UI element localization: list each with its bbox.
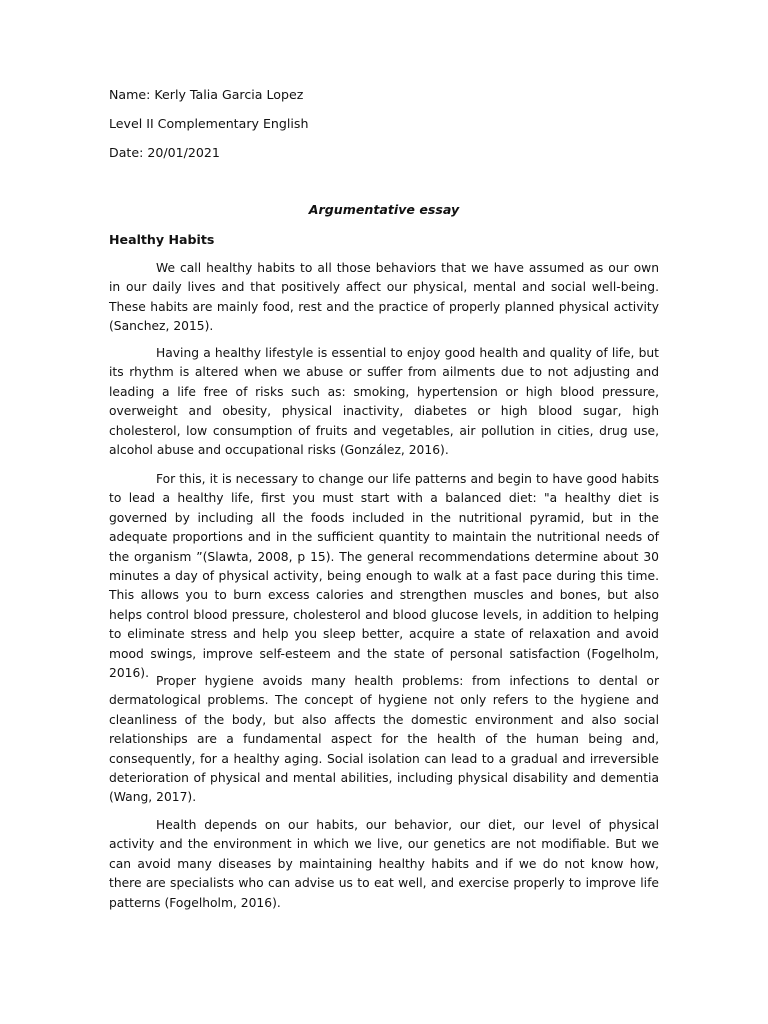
course-level: Level II Complementary English (109, 116, 309, 131)
essay-title: Argumentative essay (308, 202, 460, 217)
paragraph-2: Having a healthy lifestyle is essential to enjoy good health and quality of life, but its rhythm is altered when we abuse or suffer from ailments due to not adjusting and leading a life free of risks such as: smoking, hypertension or high blood pressure, overweight and obesity, physical inactivity, diabetes or high blood sugar, high cholesterol, low consumption of fruits and vegetables, air pollution in cities, drug use, alcohol abuse and occupational risks (González, 2016). (109, 346, 659, 458)
document-date: Date: 20/01/2021 (109, 145, 220, 160)
student-name: Name: Kerly Talia Garcia Lopez (109, 87, 304, 102)
paragraph-3: For this, it is necessary to change our life patterns and begin to have good habits to lead a healthy life, first you must start with a balanced diet: "a healthy diet is governed by including all the foods included in the nutritional pyramid, but in the adequate proportions and in the sufficient quantity to maintain the nutritional needs of the organism ”(Slawta, 2008, p 15). The general recommendations determine about 30 minutes a day of physical activity, being enough to walk at a fast pace during this time. This allows you to burn excess calories and strengthen muscles and bones, but also helps control blood pressure, cholesterol and blood glucose levels, in addition to helping to eliminate stress and help you sleep better, acquire a state of relaxation and avoid mood swings, improve self-esteem and the state of personal satisfaction (Fogelholm, 2016). (109, 472, 659, 681)
section-heading: Healthy Habits (109, 232, 215, 247)
paragraph-1: We call healthy habits to all those behaviors that we have assumed as our own in our daily lives and that positively affect our physical, mental and social well-being. These habits are mainly food, rest and the practice of properly planned physical activity (Sanchez, 2015). (109, 261, 659, 334)
paragraph-4: Proper hygiene avoids many health problems: from infections to dental or dermatological problems. The concept of hygiene not only refers to the hygiene and cleanliness of the body, but also affects the domestic environment and also social relationships are a fundamental aspect for the health of the human being and, consequently, for a healthy aging. Social isolation can lead to a gradual and irreversible deterioration of physical and mental abilities, including physical disability and dementia (Wang, 2017). (109, 674, 659, 805)
paragraph-5: Health depends on our habits, our behavior, our diet, our level of physical activity and the environment in which we live, our genetics are not modifiable. But we can avoid many diseases by maintaining healthy habits and if we do not know how, there are specialists who can advise us to eat well, and exercise properly to improve life patterns (Fogelholm, 2016). (109, 818, 659, 910)
